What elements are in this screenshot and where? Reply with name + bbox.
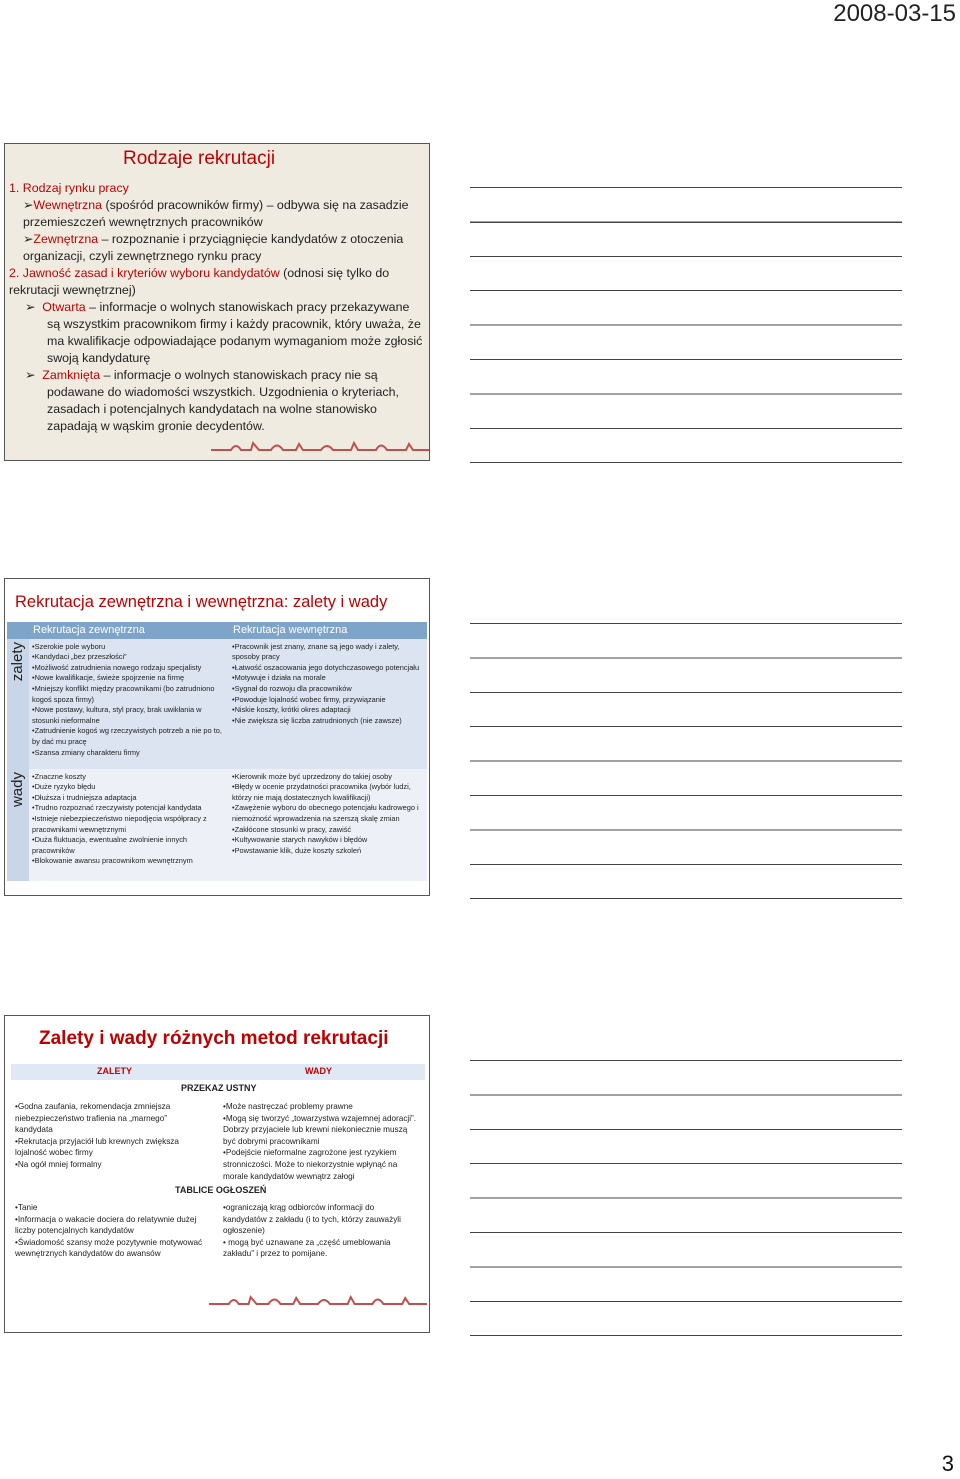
- notes-area-2: [470, 623, 902, 903]
- zewnetrzna-text: – rozpoznanie i przyciągnięcie kandydatów z otoczenia organizacji, czyli zewnętrznego rynku pracy: [23, 232, 404, 263]
- list-item: •Łatwość oszacowania jego dotychczasowego potencjału: [232, 662, 420, 672]
- row-label-zalety: zalety: [7, 639, 29, 769]
- list-item: •Podejście nieformalne zagrożone jest ryzykiem stronniczości. Może to niekorzystnie wpłynąć na morale kandydatów wewnątrz załogi: [223, 1148, 398, 1181]
- list-item: •Mniejszy konflikt między pracownikami (bo zatrudniono kogoś spoza firmy): [32, 683, 215, 704]
- list-item: • mogą być uznawane za „część umeblowania zakładu” i przez to pomijane.: [223, 1237, 391, 1259]
- item2-heading: 2. Jawność zasad i kryteriów wyboru kandydatów: [9, 266, 280, 280]
- list-item: •Mogą się tworzyć „towarzystwa wzajemnej adoracji”. Dobrzy przyjaciele lub krewni niekoniecznie muszą być dobrymi pracownikami: [223, 1113, 417, 1146]
- list-item: •Godna zaufania, rekomendacja zmniejsza niebezpieczeństwo trafienia na „marnego” kandydata: [15, 1102, 171, 1135]
- header-wewnetrzna: Rekrutacja wewnętrzna: [229, 622, 427, 639]
- wady-header: WADY: [305, 1066, 332, 1076]
- slide-body: [9, 180, 425, 435]
- list-item: •Błędy w ocenie przydatności pracownika (wybór ludzi, którzy nie mają dostatecznych kwalifikacji): [232, 782, 411, 802]
- list-item: •Tanie: [15, 1203, 38, 1212]
- table-header-row: [7, 622, 427, 639]
- list-item: •Możliwość zatrudnienia nowego rodzaju specjalisty: [32, 662, 202, 672]
- otwarta-text: – informacje o wolnych stanowiskach pracy przekazywane są wszystkim pracownikom firmy i każdy pracownik, który uważa, że ma kwalifikacje odpowiadające podanym wymaganiom może zgłosić swoją kandydaturę: [47, 300, 423, 365]
- list-item: •Na ogół mniej formalny: [15, 1159, 102, 1169]
- bullet-zewnetrzna: ➢Zewnętrzna – rozpoznanie i przyciągnięcie kandydatów z otoczenia organizacji, czyli zewnętrznego rynku pracy: [23, 232, 404, 263]
- slide-zalety-i-wady-rekrutacji: [4, 578, 430, 896]
- table-row-wady: [7, 769, 427, 881]
- item2: [9, 265, 425, 299]
- list-item: •Motywuje i działa na morale: [232, 673, 326, 683]
- zalety-header: ZALETY: [97, 1066, 132, 1076]
- list-item: •Szansa zmiany charakteru firmy: [32, 747, 140, 757]
- bullet-wewnetrzna: ➢Wewnętrzna (spośród pracowników firmy) – odbywa się na zasadzie przemieszczeń wewnętrznych pracowników: [23, 198, 409, 229]
- list-item: •Zatrudnienie kogoś wg rzeczywistych potrzeb a nie po to, by dać mu pracę: [32, 726, 222, 746]
- list-item: •Zawężenie wyboru do obecnego potencjału kadrowego i niemożność wprowadzenia na szerszą skalę zmian: [232, 803, 419, 823]
- wewnetrzna-text: (spośród pracowników firmy) – odbywa się na zasadzie przemieszczeń wewnętrznych pracowników: [23, 198, 409, 229]
- list-item: •Informacja o wakacie dociera do relatywnie dużej liczby potencjalnych kandydatów: [15, 1214, 197, 1236]
- cell-wady-zew: [29, 769, 229, 881]
- list-item: •Sygnał do rozwoju dla pracowników: [232, 683, 352, 693]
- list-item: •Zakłócone stosunki w pracy, zawiść: [232, 824, 352, 834]
- list-item: •Rekrutacja przyjaciół lub krewnych zwiększa lojalność wobec firmy: [15, 1136, 179, 1158]
- list-item: •Blokowanie awansu pracownikom wewnętrznym: [32, 856, 193, 866]
- list-item: •Nie zwiększa się liczba zatrudnionych (nie zawsze): [232, 715, 402, 725]
- slide-title: Zalety i wady różnych metod rekrutacji: [39, 1028, 389, 1049]
- cell-zalety-wew: [229, 639, 427, 769]
- zamknieta-label: Zamknięta: [42, 368, 101, 382]
- list-item: •Szerokie pole wyboru: [32, 641, 106, 651]
- list-item: •Niskie koszty, krótki okres adaptacji: [232, 705, 351, 715]
- list-item: •Kandydaci „bez przeszłości”: [32, 652, 127, 662]
- slide-title: Rodzaje rekrutacji: [123, 148, 276, 169]
- otwarta-label: Otwarta: [42, 300, 86, 314]
- cell-zalety-zew: [29, 639, 229, 769]
- list-item: •Dłuższa i trudniejsza adaptacja: [32, 792, 137, 802]
- document-date: 2008-03-15: [833, 0, 956, 27]
- notes-area-1: [470, 187, 902, 467]
- list-item: •Duże ryzyko błędu: [32, 782, 96, 792]
- list-item: •Powoduje lojalność wobec firmy, przywiązanie: [232, 694, 386, 704]
- list-item: •Trudno rozpoznać rzeczywisty potencjał kandydata: [32, 803, 202, 813]
- list-item: •Nowe postawy, kultura, styl pracy, brak uwikłania w stosunki nieformalne: [32, 705, 202, 725]
- header-band: [11, 1064, 425, 1080]
- list-item: •Może nastręczać problemy prawne: [223, 1102, 353, 1111]
- bullet-zamknieta: ➢ Zamknięta – informacje o wolnych stanowiskach pracy nie są podawane do wiadomości wszystkich. Uzgodnienia o kryteriach, zasadach i potencjalnych kandydatach na wolne stanowisko zapadają w wąskim gronie decydentów.: [25, 368, 399, 433]
- wewnetrzna-label: Wewnętrzna: [33, 198, 103, 212]
- s1-zalety-list: [15, 1101, 203, 1171]
- s2-zalety-list: [15, 1202, 215, 1260]
- list-item: •Nowe kwalifikacje, świeże spojrzenie na firmę: [32, 673, 185, 683]
- slide-title: Rekrutacja zewnętrzna i wewnętrzna: zalety i wady: [15, 593, 388, 611]
- list-item: •Znaczne koszty: [32, 771, 86, 781]
- list-item: •Kierownik może być uprzedzony do takiej osoby: [232, 771, 392, 781]
- section-title: TABLICE OGŁOSZEŃ: [175, 1185, 267, 1195]
- section-title: PRZEKAZ USTNY: [181, 1083, 257, 1093]
- section-przekaz-ustny: [11, 1082, 425, 1096]
- table-row-zalety: [7, 639, 427, 769]
- list-item: •Świadomość szansy może pozytywnie motywować wewnętrznych kandydatów do awansów: [15, 1237, 203, 1259]
- s2-wady-list: [223, 1202, 419, 1260]
- decorative-ornament-icon: [211, 440, 430, 454]
- row-label-wady: wady: [7, 769, 29, 881]
- header-corner: [7, 622, 29, 639]
- list-item: •Powstawanie klik, duże koszty szkoleń: [232, 845, 362, 855]
- header-zewnetrzna: Rekrutacja zewnętrzna: [29, 622, 229, 639]
- zewnetrzna-label: Zewnętrzna: [33, 232, 99, 246]
- slide-rodzaje-rekrutacji: [4, 143, 430, 461]
- list-item: •Istnieje niebezpieczeństwo niepodjęcia współpracy z pracownikami wewnętrznymi: [32, 813, 207, 834]
- slide-metody-rekrutacji: [4, 1015, 430, 1333]
- s1-wady-list: [223, 1101, 419, 1182]
- comparison-table: [7, 622, 427, 881]
- item2-text: (odnosi się tylko do rekrutacji wewnętrznej): [9, 266, 390, 297]
- cell-wady-wew: [229, 769, 427, 881]
- list-item: •ograniczają krąg odbiorców informacji do kandydatów z zakładu (i to tych, którzy zauważyli ogłoszenie): [223, 1203, 401, 1236]
- list-item: •Kultywowanie starych nawyków i błędów: [232, 835, 368, 845]
- bullet-otwarta: ➢ Otwarta – informacje o wolnych stanowiskach pracy przekazywane są wszystkim pracownikom firmy i każdy pracownik, który uważa, że ma kwalifikacje odpowiadające podanym wymaganiom może zgłosić swoją kandydaturę: [25, 300, 423, 365]
- decorative-ornament-icon: [209, 1294, 427, 1308]
- list-item: •Pracownik jest znany, znane są jego wady i zalety, sposoby pracy: [232, 641, 400, 662]
- notes-area-3: [470, 1060, 902, 1340]
- zamknieta-text: – informacje o wolnych stanowiskach pracy nie są podawane do wiadomości wszystkich. Uzgodnienia o kryteriach, zasadach i potencjalnych kandydatach na wolne stanowisko zapadają w wąskim gronie decydentów.: [47, 368, 399, 433]
- page-number: 3: [941, 1451, 954, 1476]
- item1-heading: 1. Rodzaj rynku pracy: [9, 181, 129, 195]
- section-tablice-ogloszen: [11, 1184, 425, 1198]
- list-item: •Duża fluktuacja, ewentualne zwolnienie innych pracowników: [32, 835, 188, 855]
